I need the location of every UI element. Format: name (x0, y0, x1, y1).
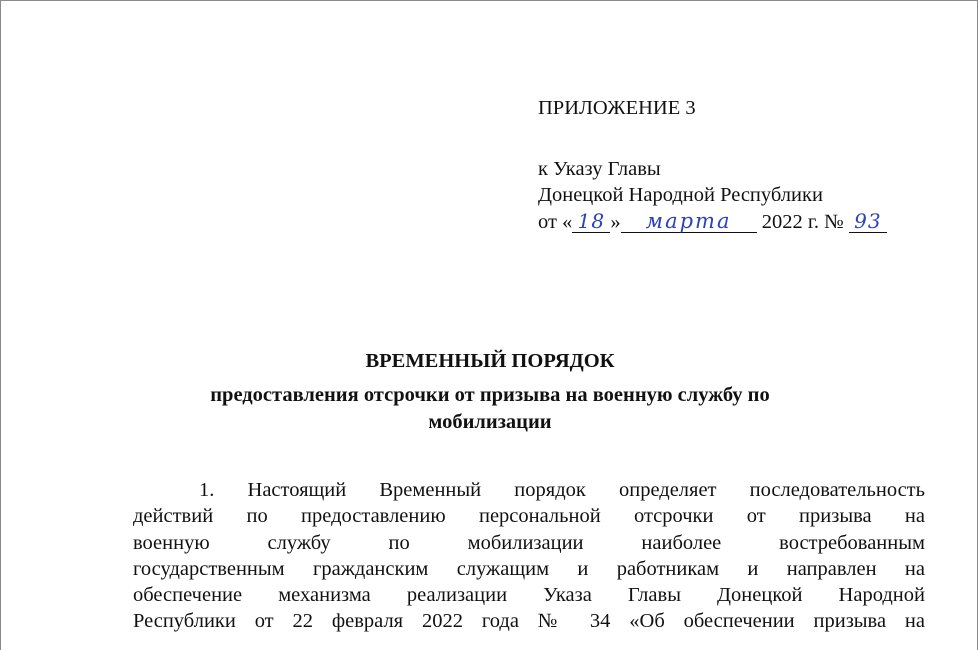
paragraph-line: 1. Настоящий Временный порядок определяет последовательность (199, 479, 925, 501)
date-day-handwritten: 18 (572, 211, 610, 233)
paragraph-1 (133, 477, 925, 635)
paragraph-line: Республики от 22 февраля 2022 года № 34 «Об обеспечении призыва на (133, 610, 925, 633)
appendix-to-decree: к Указу Главы (538, 158, 661, 180)
decree-number-handwritten: 93 (849, 211, 887, 233)
subtitle-line-2: мобилизации (428, 411, 552, 433)
date-mid: » (610, 211, 621, 233)
paragraph-line: действий по предоставлению персональной отсрочки от призыва на (133, 505, 925, 528)
subtitle-line-1: предоставления отсрочки от призыва на военную службу по (210, 384, 770, 406)
document-title: ВРЕМЕННЫЙ ПОРЯДОК (365, 350, 615, 372)
paragraph-line: государственным гражданским служащим и работникам и направлен на (133, 557, 925, 580)
appendix-date-line (538, 209, 887, 235)
date-prefix: от « (538, 211, 573, 233)
document-subtitle (1, 382, 978, 436)
date-month-handwritten: марта (621, 211, 757, 233)
appendix-republic: Донецкой Народной Республики (538, 184, 823, 206)
date-year: 2022 г. № (756, 211, 849, 233)
paragraph-line: обеспечение механизма реализации Указа Главы Донецкой Народной (133, 584, 925, 607)
appendix-title: ПРИЛОЖЕНИЕ 3 (538, 97, 696, 119)
paragraph-line: военную службу по мобилизации наиболее востребованным (133, 531, 925, 554)
